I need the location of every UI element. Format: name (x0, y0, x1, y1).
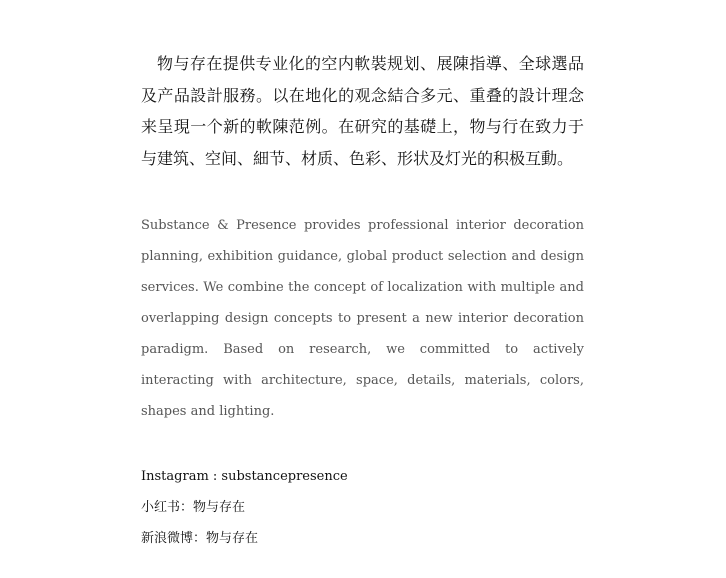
contact-instagram: Instagram : substancepresence (141, 469, 348, 484)
intro-english-paragraph: Substance & Presence provides professional interior decoration planning, exhibition guidance, global product selection and design services. We combine the concept of localization with multiple and overlapping design concepts to present a new interior decoration paradigm. Based on research, we committed to actively interacting with architecture, space, details, materials, colors, shapes and lighting. (141, 218, 584, 419)
contact-list (141, 461, 584, 554)
document-body (141, 48, 584, 554)
intro-chinese-paragraph: 物与存在提供专业化的空内軟裝规划、展陳指導、全球選品及产品設計服務。以在地化的观念結合多元、重叠的設计理念来呈現一个新的軟陳范例。在研究的基礎上，物与行在致力于与建筑、空间、細节、材质、色彩、形状及灯光的积极互動。 (141, 54, 584, 168)
contact-weibo: 新浪微博：物与存在 (141, 531, 259, 546)
contact-xiaohongshu: 小红书：物与存在 (141, 500, 246, 515)
